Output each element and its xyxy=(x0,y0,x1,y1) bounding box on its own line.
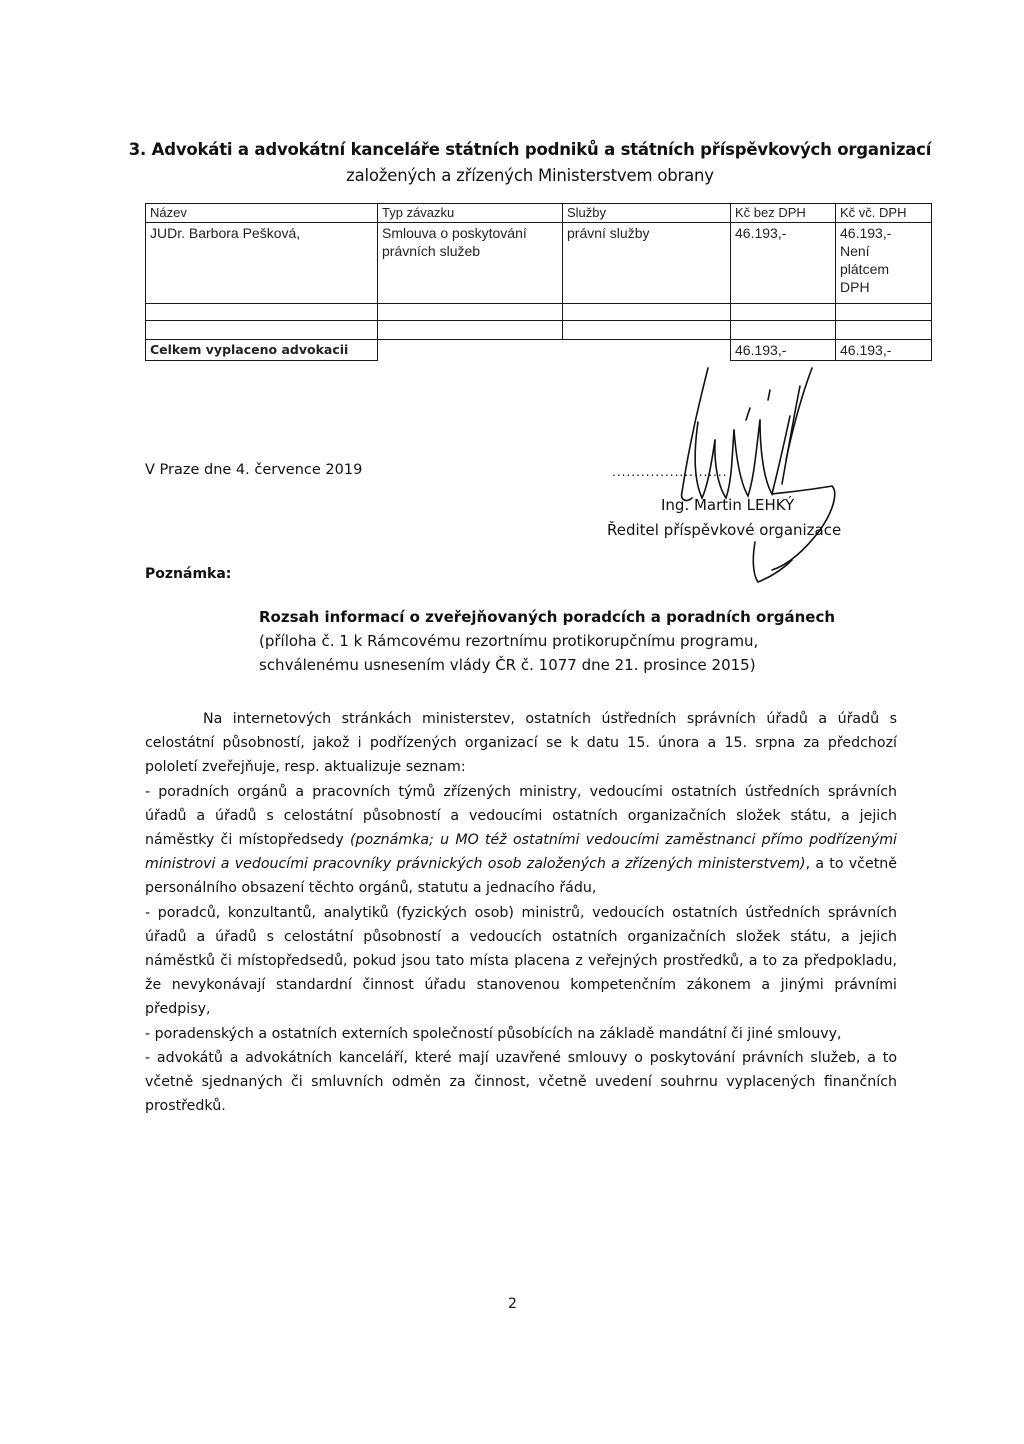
table-row xyxy=(146,223,932,304)
total-with-vat: 46.193,- xyxy=(836,340,932,361)
body-intro: Na internetových stránkách ministerstev, ostatních ústředních správních úřadů a úřadů s celostátní působností, jakož i podřízených organizací se k datu 15. února a 15. srpna za předchozí pololetí zveřejňuje, resp. aktualizuje seznam: xyxy=(145,711,897,776)
signatory-title: Ředitel příspěvkové organizace xyxy=(607,521,842,539)
cell-with-vat-value: 46.193,- xyxy=(840,225,892,241)
table-empty-row xyxy=(146,304,932,321)
body-item-1 xyxy=(145,780,897,901)
header-without-vat: Kč bez DPH xyxy=(731,204,836,223)
body-item-1-italic: (poznámka; u MO též ostatními vedoucími zaměstnanci přímo podřízenými ministrovi a vedoucími pracovníky právnických osob založených a zřízených ministerstvem) xyxy=(145,832,897,873)
cell-vat-note: Není plátcem DPH xyxy=(840,243,890,295)
header-type: Typ závazku xyxy=(378,204,563,223)
table-empty-row xyxy=(146,321,932,340)
body-item-2: - poradců, konzultantů, analytiků (fyzických osob) ministrů, vedoucích ostatních ústředních správních úřadů a úřadů s celostátní působností a vedoucích ostatních organizačních složek státu, a jejich náměstků či místopředsedů, pokud jsou tato místa placena z veřejných prostředků, a to za předpokladu, že nevykonávají standardní činnost úřadu stanovenou kompetenčním zákonem a jinými právními předpisy, xyxy=(145,904,897,1018)
body-item-1-text-a: - poradních orgánů a pracovních týmů zřízených ministry, vedoucími ostatních ústředních správních úřadů a úřadů s celostátní působností a vedoucími ostatních organizačních složek státu, a jejich náměstky či místopředsedy xyxy=(145,783,897,849)
header-with-vat: Kč vč. DPH xyxy=(836,204,932,223)
page-number: 2 xyxy=(508,1296,517,1312)
total-without-vat: 46.193,- xyxy=(731,340,836,361)
info-line3: schválenému usnesením vlády ČR č. 1077 dne 21. prosince 2015) xyxy=(259,656,756,674)
header-services: Služby xyxy=(563,204,731,223)
place-date: V Praze dne 4. července 2019 xyxy=(145,462,363,478)
note-label: Poznámka: xyxy=(145,566,232,582)
info-line2: (příloha č. 1 k Rámcovému rezortnímu protikorupčnímu programu, xyxy=(259,632,759,650)
body-item-1-text-b: , a to včetně personálního obsazení těchto orgánů, statutu a jednacího řádu, xyxy=(145,856,897,897)
signatory-name: Ing. Martin LEHKÝ xyxy=(661,496,795,514)
header-name: Název xyxy=(146,204,378,223)
cell-name: JUDr. Barbora Pešková, xyxy=(146,223,378,304)
cell-type: Smlouva o poskytování právních služeb xyxy=(378,223,563,304)
cell-services: právní služby xyxy=(563,223,731,304)
cell-without-vat: 46.193,- xyxy=(731,223,836,304)
body-item-4: - advokátů a advokátních kanceláří, které mají uzavřené smlouvy o poskytování právních služeb, a to včetně sjednaných či smluvních odměn za činnost, včetně uvedení souhrnu vyplacených finančních prostředků. xyxy=(145,1049,897,1115)
total-label: Celkem vyplaceno advokacii xyxy=(146,340,378,361)
table-header-row xyxy=(146,204,932,223)
signature-dots: ........................ xyxy=(612,465,728,479)
contracts-table xyxy=(145,203,932,361)
signature-scribble xyxy=(660,360,860,605)
section-heading-line2: založených a zřízených Ministerstvem obrany xyxy=(346,166,714,185)
info-title: Rozsah informací o zveřejňovaných poradcích a poradních orgánech xyxy=(259,608,836,626)
cell-with-vat xyxy=(836,223,932,304)
section-heading-line1: 3. Advokáti a advokátní kanceláře státních podniků a státních příspěvkových organizací xyxy=(128,140,932,159)
table-total-row xyxy=(146,340,932,361)
body-item-3: - poradenských a ostatních externích společností působících na základě mandátní či jiné smlouvy, xyxy=(145,1025,842,1042)
body-text xyxy=(145,707,897,1118)
